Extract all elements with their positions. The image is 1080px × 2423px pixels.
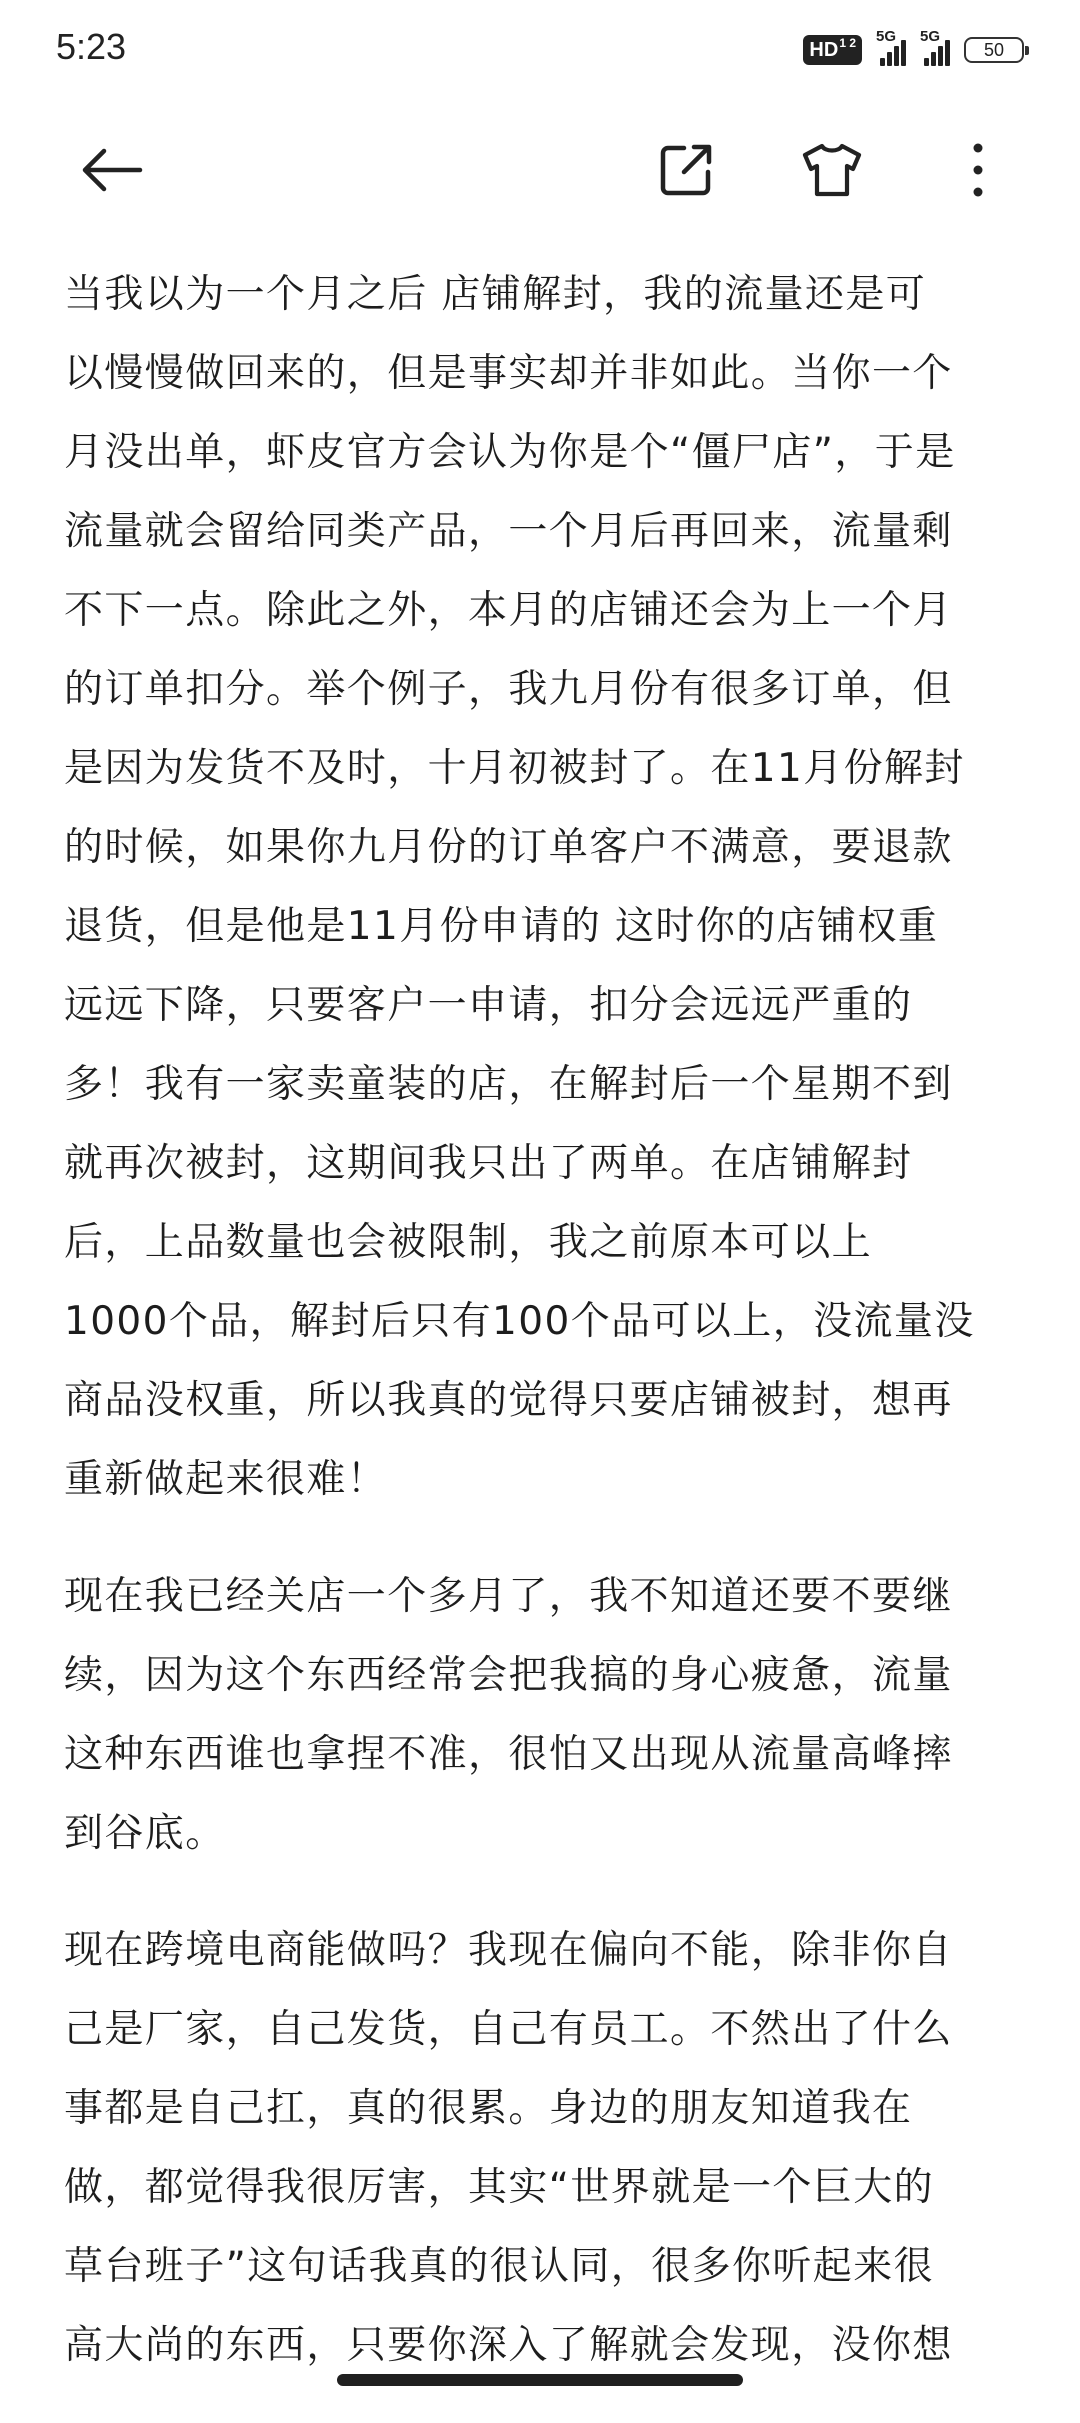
article-body: [64, 255, 1024, 2423]
status-bar: [0, 0, 1080, 100]
home-indicator[interactable]: [337, 2374, 743, 2386]
share-button[interactable]: [636, 120, 736, 220]
paragraph: 现在跨境电商能做吗？我现在偏向不能，除非你自 己是厂家，自己发货，自己有员工。不然出了什么 事都是自己扛，真的很累。身边的朋友知道我在 做，都觉得我很厉害，其实“世界就是一个巨大的 草台班子”这句话我真的很认同，很多你听起来很 高大尚的东西，只要你深入了解就会发现，没你想: [64, 1928, 953, 2368]
battery-level: 50: [983, 39, 1005, 60]
tshirt-button[interactable]: [782, 120, 882, 220]
sim2-network-label: 5G: [920, 28, 941, 45]
paragraph: 现在我已经关店一个多月了，我不知道还要不要继 续，因为这个东西经常会把我搞的身心疲惫，流量 这种东西谁也拿捏不准，很怕又出现从流量高峰摔 到谷底。: [64, 1574, 953, 1856]
arrow-left-icon: [80, 146, 144, 194]
hd-sub-label: 1 2: [839, 36, 856, 50]
more-options-button[interactable]: [928, 120, 1028, 220]
hd-voice-icon: [803, 35, 862, 65]
sim1-network-label: 5G: [876, 28, 897, 45]
back-button[interactable]: [62, 120, 162, 220]
app-bar: [0, 120, 1080, 220]
battery-icon: [964, 37, 1024, 63]
signal-sim2-icon: [920, 28, 950, 66]
more-vertical-icon: [972, 142, 984, 198]
signal-sim1-icon: [876, 28, 906, 66]
status-time: 5:23: [56, 26, 127, 67]
status-icons: [803, 28, 1024, 68]
share-external-icon: [658, 142, 714, 198]
tshirt-icon: [801, 142, 863, 198]
paragraph: 当我以为一个月之后 店铺解封，我的流量还是可 以慢慢做回来的，但是事实却并非如此。当你一个 月没出单，虾皮官方会认为你是个“僵尸店”，于是 流量就会留给同类产品，一个月后再回来，流量剩 不下一点。除此之外，本月的店铺还会为上一个月 的订单扣分。举个例子，我九月份有很多订单，但 是因为发货不及时，十月初被封了。在11月份解封 的时候，如果你九月份的订单客户不满意，要退款 退货，但是他是11月份申请的 这时你的店铺权重 远远下降，只要客户一申请，扣分会远远严重的 多！我有一家卖童装的店，在解封后一个星期不到 就再次被封，这期间我只出了两单。在店铺解封 后，上品数量也会被限制，我之前原本可以上 1000个品，解封后只有100个品可以上，没流量没 商品没权重，所以我真的觉得只要店铺被封，想再 重新做起来很难！: [64, 272, 975, 1502]
hd-label: HD: [809, 39, 839, 61]
